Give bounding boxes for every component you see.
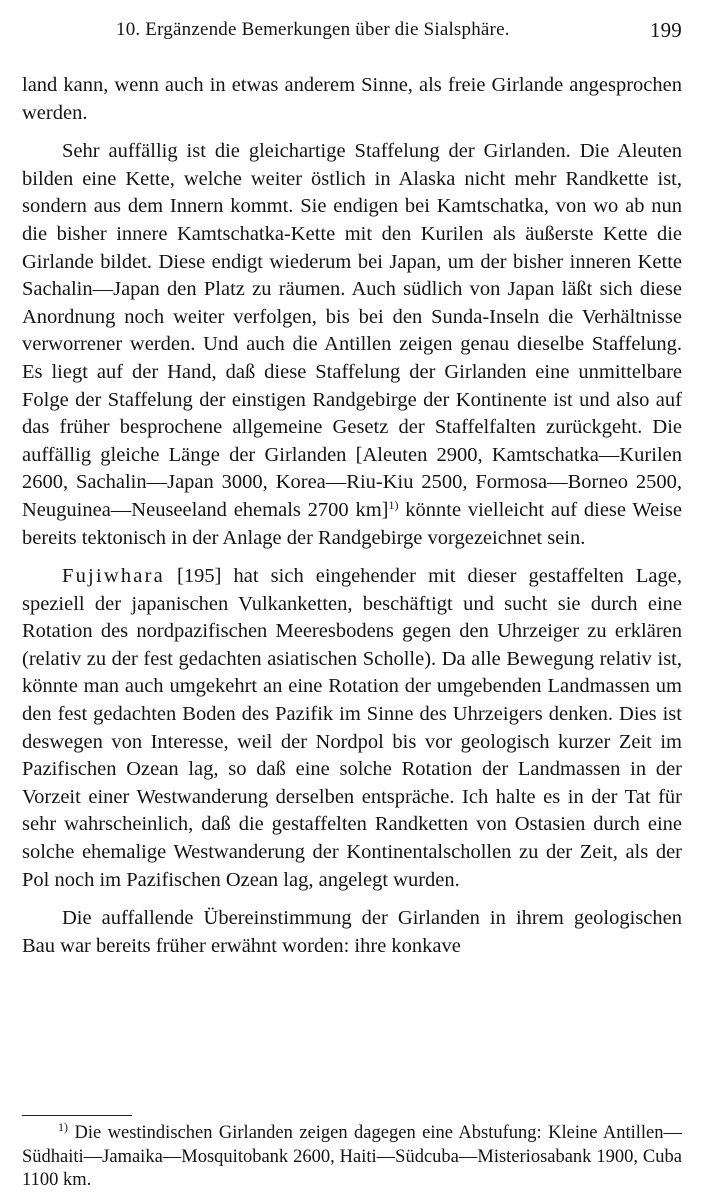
running-head (22, 12, 682, 48)
paragraph-fujiwhara (22, 563, 682, 894)
paragraph-text: land kann, wenn auch in etwas anderem Sinne, als freie Girlande angesprochen werden. (22, 74, 682, 124)
paragraph-text: [195] hat sich eingehender mit dieser gestaffelten Lage, speziell der japanischen Vulkanketten, beschäftigt und sucht sie durch eine Rotation des nordpazifischen Meeresbodens gegen den Uhrzeiger zu erklären (relativ zu der fest gedachten asiatischen Scholle). Da alle Bewegung relativ ist, könnte man auch umgekehrt an eine Rotation der umgebenden Landmassen um den fest gedachten Boden des Pazifik im Sinne des Uhrzeigers denken. Dies ist deswegen von Interesse, weil der Nordpol bis vor geologisch kurzer Zeit im Pazifischen Ozean lag, so daß eine solche Rotation der Landmassen in der Vorzeit einer Westwanderung derselben entspräche. Ich halte es in der Tat für sehr wahrscheinlich, daß die gestaffelten Randketten von Ostasien durch eine solche ehemalige Westwanderung der Kontinentalschollen zu der Zeit, als der Pol noch im Pazifischen Ozean lag, angelegt wurden. (22, 565, 682, 891)
paragraph-text: Sehr auffällig ist die gleichartige Staffelung der Girlanden. Die Aleuten bilden eine Kette, welche weiter östlich in Alaska nicht mehr Randkette ist, sondern aus dem Innern kommt. Sie endigen bei Kamtschatka, von wo ab nun die bisher innere Kamtschatka-Kette mit den Kurilen als äußerste Kette die Girlande bildet. Diese endigt wiederum bei Japan, um der bisher inneren Kette Sachalin—Japan den Platz zu räumen. Auch südlich von Japan läßt sich diese Anordnung noch weiter verfolgen, bis bei den Sunda-Inseln die Verhältnisse verworrener werden. Und auch die Antillen zeigen genau dieselbe Staffelung. Es liegt auf der Hand, daß diese Staffelung der Girlanden eine unmittelbare Folge der Staffelung der einstigen Randgebirge der Kontinente ist und also auf das früher besprochene allgemeine Gesetz der Staffelfalten zurückgeht. Die auffällig gleiche Länge der Girlanden [Aleuten 2900, Kamtschatka—Kurilen 2600, Sachalin—Japan 3000, Korea—Riu-Kiu 2500, Formosa—Borneo 2500, Neuguinea—Neuseeland ehemals 2700 km] (22, 140, 682, 521)
footnote-marker: 1) (58, 1120, 68, 1134)
paragraph-text: Die auffallende Übereinstimmung der Girlanden in ihrem geologischen Bau war bereits früher erwähnt worden: ihre konkave (22, 907, 682, 957)
author-name: Fujiwhara (62, 565, 165, 588)
paragraph-continuation (22, 72, 682, 127)
paragraph-uebereinstimmung (22, 905, 682, 960)
running-title: 10. Ergänzende Bemerkungen über die Sialsphäre. (116, 19, 510, 40)
paragraph-text: könnte vielleicht auf diese Weise bereits tektonisch in der Anlage der Randgebirge vorgezeichnet sein. (22, 498, 683, 549)
paragraph-staffelung (22, 138, 682, 552)
footnote-text: Die westindischen Girlanden zeigen dagegen eine Abstufung: Kleine Antillen—Südhaiti—Jamaika—Mosquitobank 2600, Haiti—Südcuba—Misteriosabank 1900, Cuba 1100 km. (22, 1123, 682, 1190)
body-text (22, 72, 682, 971)
book-page (22, 12, 682, 1188)
page-number: 199 (649, 18, 682, 42)
footnote (22, 1122, 682, 1193)
footnote-reference: 1) (388, 497, 399, 512)
footnote-divider (22, 1115, 132, 1116)
